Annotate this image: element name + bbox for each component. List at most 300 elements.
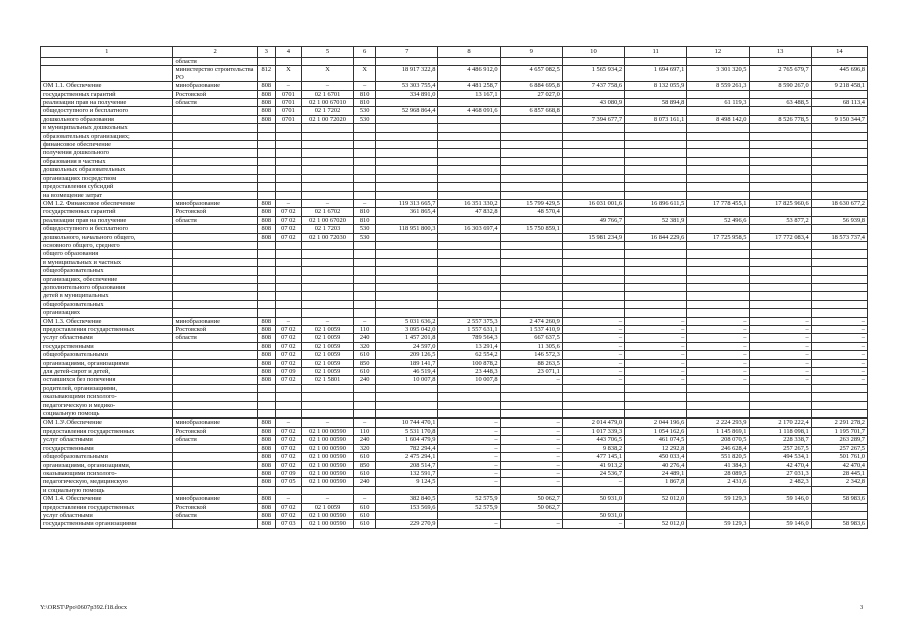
amount-cell	[562, 503, 624, 511]
amount-cell: 52 381,9	[625, 216, 687, 224]
amount-cell: –	[500, 461, 562, 469]
table-row	[41, 486, 868, 494]
code-cell: 07 02	[275, 351, 301, 359]
amount-cell: 59 129,3	[687, 520, 749, 528]
code-cell	[354, 410, 376, 418]
amount-cell: –	[625, 342, 687, 350]
code-cell	[354, 174, 376, 182]
code-cell: 02 1 5801	[301, 376, 353, 384]
amount-cell	[500, 216, 562, 224]
code-cell	[275, 393, 301, 401]
amount-cell: 50 062,7	[500, 503, 562, 511]
amount-cell	[811, 208, 867, 216]
table-row	[41, 478, 868, 486]
code-cell	[257, 300, 275, 308]
amount-cell: 789 564,3	[438, 334, 500, 342]
code-cell	[257, 124, 275, 132]
amount-cell: 61 119,3	[687, 99, 749, 107]
code-cell	[354, 393, 376, 401]
amount-cell	[811, 124, 867, 132]
table-row	[41, 453, 868, 461]
executor-cell	[173, 384, 257, 392]
code-cell: 240	[354, 334, 376, 342]
executor-cell	[173, 376, 257, 384]
code-cell	[257, 132, 275, 140]
amount-cell: –	[625, 359, 687, 367]
code-cell	[301, 157, 353, 165]
code-cell	[257, 275, 275, 283]
amount-cell: 2 224 293,9	[687, 419, 749, 427]
table-row	[41, 300, 868, 308]
executor-cell: минобразование	[173, 82, 257, 90]
amount-cell	[500, 174, 562, 182]
table-row	[41, 359, 868, 367]
code-cell	[301, 401, 353, 409]
amount-cell	[687, 384, 749, 392]
code-cell	[301, 241, 353, 249]
amount-cell: 52 968 864,4	[376, 107, 438, 115]
code-cell	[257, 401, 275, 409]
code-cell: 07 02	[275, 359, 301, 367]
amount-cell: –	[500, 444, 562, 452]
amount-cell	[749, 283, 811, 291]
code-cell: 808	[257, 495, 275, 503]
code-cell	[301, 141, 353, 149]
amount-cell	[376, 191, 438, 199]
code-cell: 07 05	[275, 478, 301, 486]
amount-cell	[625, 58, 687, 66]
amount-cell	[811, 267, 867, 275]
table-row	[41, 107, 868, 115]
code-cell	[275, 401, 301, 409]
description-cell: образовательных организациях;	[41, 132, 173, 140]
code-cell: 02 1 00 00590	[301, 511, 353, 519]
amount-cell	[811, 58, 867, 66]
amount-cell: 17 778 455,1	[687, 199, 749, 207]
amount-cell: 15 799 429,5	[500, 199, 562, 207]
executor-cell: Ростовской	[173, 427, 257, 435]
amount-cell	[625, 157, 687, 165]
description-cell: общедоступного и бесплатного	[41, 107, 173, 115]
table-row	[41, 115, 868, 123]
amount-cell: –	[625, 376, 687, 384]
description-cell: реализации прав на получение	[41, 99, 173, 107]
amount-cell: –	[500, 469, 562, 477]
amount-cell: –	[625, 351, 687, 359]
code-cell: 610	[354, 368, 376, 376]
amount-cell	[376, 183, 438, 191]
amount-cell	[376, 309, 438, 317]
amount-cell: –	[625, 368, 687, 376]
amount-cell	[749, 183, 811, 191]
code-cell	[257, 486, 275, 494]
amount-cell	[438, 267, 500, 275]
amount-cell: –	[687, 334, 749, 342]
code-cell: 808	[257, 99, 275, 107]
code-cell	[257, 250, 275, 258]
code-cell	[354, 292, 376, 300]
amount-cell	[625, 250, 687, 258]
description-cell: детей в муниципальных	[41, 292, 173, 300]
description-cell: общеобразовательными	[41, 453, 173, 461]
amount-cell: –	[811, 368, 867, 376]
code-cell: 02 1 0059	[301, 368, 353, 376]
amount-cell	[562, 309, 624, 317]
executor-cell	[173, 283, 257, 291]
code-cell: –	[354, 419, 376, 427]
amount-cell: 4 468 091,6	[438, 107, 500, 115]
amount-cell: 153 569,6	[376, 503, 438, 511]
amount-cell: –	[687, 317, 749, 325]
code-cell: –	[301, 199, 353, 207]
executor-cell	[173, 401, 257, 409]
executor-cell	[173, 267, 257, 275]
table-row	[41, 141, 868, 149]
code-cell	[257, 309, 275, 317]
amount-cell: 16 303 697,4	[438, 225, 500, 233]
column-header-11: 11	[625, 47, 687, 58]
column-header-9: 9	[500, 47, 562, 58]
column-header-10: 10	[562, 47, 624, 58]
amount-cell: –	[625, 326, 687, 334]
amount-cell	[438, 115, 500, 123]
code-cell: 07 02	[275, 225, 301, 233]
amount-cell: –	[749, 368, 811, 376]
code-cell	[275, 183, 301, 191]
executor-cell	[173, 410, 257, 418]
code-cell: 02 1 7203	[301, 225, 353, 233]
amount-cell	[562, 58, 624, 66]
code-cell: 808	[257, 427, 275, 435]
code-cell	[354, 401, 376, 409]
executor-cell	[173, 124, 257, 132]
executor-cell: области	[173, 436, 257, 444]
amount-cell: –	[500, 376, 562, 384]
amount-cell	[562, 292, 624, 300]
code-cell	[354, 58, 376, 66]
amount-cell	[749, 107, 811, 115]
description-cell: услуг областными	[41, 436, 173, 444]
table-row	[41, 58, 868, 66]
table-row	[41, 241, 868, 249]
amount-cell	[811, 90, 867, 98]
amount-cell	[562, 107, 624, 115]
code-cell: 530	[354, 107, 376, 115]
executor-cell	[173, 250, 257, 258]
amount-cell	[438, 132, 500, 140]
amount-cell	[811, 511, 867, 519]
code-cell: 02 1 00 00590	[301, 436, 353, 444]
description-cell: основного общего, среднего	[41, 241, 173, 249]
description-cell: общеобразовательными	[41, 351, 173, 359]
code-cell	[257, 174, 275, 182]
description-cell: государственными	[41, 444, 173, 452]
amount-cell: 4 481 258,7	[438, 82, 500, 90]
amount-cell: 41 384,3	[687, 461, 749, 469]
code-cell: 530	[354, 225, 376, 233]
code-cell	[257, 410, 275, 418]
amount-cell	[749, 267, 811, 275]
amount-cell: –	[500, 520, 562, 528]
amount-cell	[376, 292, 438, 300]
code-cell: 0701	[275, 90, 301, 98]
code-cell	[275, 486, 301, 494]
description-cell: в муниципальных дошкольных	[41, 124, 173, 132]
amount-cell	[500, 141, 562, 149]
table-row	[41, 191, 868, 199]
amount-cell: 52 575,9	[438, 495, 500, 503]
amount-cell	[687, 511, 749, 519]
amount-cell	[749, 511, 811, 519]
amount-cell	[625, 191, 687, 199]
description-cell: услуг областными	[41, 511, 173, 519]
code-cell: 808	[257, 436, 275, 444]
description-cell: организациях посредством	[41, 174, 173, 182]
amount-cell: 1 457 201,8	[376, 334, 438, 342]
amount-cell	[749, 166, 811, 174]
amount-cell	[500, 166, 562, 174]
amount-cell	[500, 292, 562, 300]
description-cell: государственных гарантий	[41, 208, 173, 216]
code-cell: 07 09	[275, 368, 301, 376]
description-cell: государственными организациями	[41, 520, 173, 528]
amount-cell: 132 591,7	[376, 469, 438, 477]
table-row	[41, 419, 868, 427]
amount-cell: –	[811, 376, 867, 384]
amount-cell	[687, 107, 749, 115]
amount-cell	[438, 401, 500, 409]
executor-cell	[173, 157, 257, 165]
amount-cell	[625, 511, 687, 519]
amount-cell: 3 095 042,0	[376, 326, 438, 334]
description-cell: общеобразовательных	[41, 300, 173, 308]
amount-cell	[500, 511, 562, 519]
amount-cell: 15 981 234,9	[562, 233, 624, 241]
amount-cell	[438, 486, 500, 494]
code-cell	[301, 174, 353, 182]
amount-cell: 1 565 934,2	[562, 66, 624, 82]
table-row	[41, 99, 868, 107]
amount-cell	[749, 124, 811, 132]
amount-cell	[500, 384, 562, 392]
executor-cell: минобразование	[173, 199, 257, 207]
amount-cell	[376, 410, 438, 418]
description-cell: дошкольных образовательных	[41, 166, 173, 174]
description-cell: ОМ 1.3¹.Обеспечение	[41, 419, 173, 427]
table-row	[41, 334, 868, 342]
amount-cell: 24 489,1	[625, 469, 687, 477]
amount-cell	[811, 174, 867, 182]
code-cell	[275, 250, 301, 258]
amount-cell: 118 951 800,3	[376, 225, 438, 233]
code-cell: 808	[257, 368, 275, 376]
code-cell: 808	[257, 461, 275, 469]
amount-cell	[687, 90, 749, 98]
code-cell	[354, 309, 376, 317]
amount-cell	[625, 309, 687, 317]
amount-cell	[811, 141, 867, 149]
executor-cell	[173, 300, 257, 308]
amount-cell: 50 931,0	[562, 495, 624, 503]
code-cell: 240	[354, 478, 376, 486]
amount-cell	[687, 149, 749, 157]
amount-cell: 1 557 631,1	[438, 326, 500, 334]
description-cell: дополнительного образования	[41, 283, 173, 291]
code-cell	[275, 157, 301, 165]
code-cell: 320	[354, 444, 376, 452]
amount-cell: 10 007,8	[376, 376, 438, 384]
amount-cell	[500, 393, 562, 401]
amount-cell: 189 141,7	[376, 359, 438, 367]
amount-cell: –	[438, 478, 500, 486]
code-cell	[354, 132, 376, 140]
description-cell: реализации прав на получение	[41, 216, 173, 224]
amount-cell: 2 557 375,3	[438, 317, 500, 325]
code-cell	[257, 183, 275, 191]
amount-cell	[625, 166, 687, 174]
amount-cell	[625, 300, 687, 308]
amount-cell: 24 597,0	[376, 342, 438, 350]
amount-cell: 13 167,1	[438, 90, 500, 98]
amount-cell	[562, 300, 624, 308]
column-header-4: 4	[275, 47, 301, 58]
amount-cell	[438, 174, 500, 182]
code-cell: 02 1 0059	[301, 359, 353, 367]
description-cell: предоставления государственных	[41, 503, 173, 511]
amount-cell	[811, 157, 867, 165]
amount-cell	[687, 208, 749, 216]
code-cell: X	[301, 66, 353, 82]
amount-cell: 59 146,0	[749, 495, 811, 503]
code-cell	[257, 267, 275, 275]
amount-cell	[687, 275, 749, 283]
code-cell	[354, 166, 376, 174]
amount-cell: –	[811, 326, 867, 334]
amount-cell: 2 431,6	[687, 478, 749, 486]
description-cell: общедоступного и бесплатного	[41, 225, 173, 233]
amount-cell	[625, 241, 687, 249]
code-cell: 808	[257, 326, 275, 334]
code-cell: 02 1 00 67010	[301, 99, 353, 107]
amount-cell	[687, 300, 749, 308]
code-cell: 808	[257, 107, 275, 115]
table-row	[41, 384, 868, 392]
amount-cell: 257 267,5	[749, 444, 811, 452]
description-cell: и социальную помощь	[41, 486, 173, 494]
amount-cell	[376, 149, 438, 157]
description-cell: услуг областными	[41, 334, 173, 342]
amount-cell	[687, 124, 749, 132]
amount-cell	[811, 393, 867, 401]
code-cell: 808	[257, 334, 275, 342]
code-cell: 808	[257, 82, 275, 90]
amount-cell	[376, 300, 438, 308]
amount-cell	[749, 174, 811, 182]
column-header-14: 14	[811, 47, 867, 58]
amount-cell	[500, 149, 562, 157]
amount-cell	[625, 141, 687, 149]
amount-cell	[687, 58, 749, 66]
code-cell: –	[301, 419, 353, 427]
amount-cell: –	[749, 359, 811, 367]
amount-cell: 58 894,8	[625, 99, 687, 107]
amount-cell	[438, 241, 500, 249]
description-cell: получения дошкольного	[41, 149, 173, 157]
executor-cell	[173, 444, 257, 452]
executor-cell: области	[173, 334, 257, 342]
table-header-row	[41, 47, 868, 58]
description-cell: оказывающими психолого-	[41, 393, 173, 401]
amount-cell	[562, 208, 624, 216]
code-cell	[257, 157, 275, 165]
code-cell: 07 02	[275, 503, 301, 511]
code-cell	[354, 149, 376, 157]
code-cell: 110	[354, 427, 376, 435]
code-cell	[275, 292, 301, 300]
amount-cell: 7 394 677,7	[562, 115, 624, 123]
amount-cell: 119 313 665,7	[376, 199, 438, 207]
amount-cell: 443 706,5	[562, 436, 624, 444]
amount-cell	[811, 292, 867, 300]
amount-cell	[562, 174, 624, 182]
code-cell: 808	[257, 351, 275, 359]
amount-cell	[376, 58, 438, 66]
amount-cell	[749, 225, 811, 233]
amount-cell	[438, 191, 500, 199]
code-cell: 02 1 00 72020	[301, 115, 353, 123]
amount-cell: 1 195 701,7	[811, 427, 867, 435]
code-cell: 02 1 00 00590	[301, 427, 353, 435]
amount-cell	[376, 393, 438, 401]
description-cell: ОМ 1.3. Обеспечение	[41, 317, 173, 325]
amount-cell	[562, 283, 624, 291]
code-cell: –	[275, 199, 301, 207]
code-cell	[301, 166, 353, 174]
amount-cell	[438, 124, 500, 132]
amount-cell	[687, 191, 749, 199]
code-cell	[275, 384, 301, 392]
description-cell: предоставления субсидий	[41, 183, 173, 191]
amount-cell: –	[562, 478, 624, 486]
amount-cell	[625, 292, 687, 300]
amount-cell	[376, 384, 438, 392]
amount-cell	[376, 275, 438, 283]
code-cell: 808	[257, 317, 275, 325]
code-cell: 02 1 00 00590	[301, 444, 353, 452]
amount-cell: 58 983,6	[811, 520, 867, 528]
code-cell	[301, 283, 353, 291]
code-cell	[354, 258, 376, 266]
amount-cell	[562, 384, 624, 392]
amount-cell	[562, 132, 624, 140]
amount-cell	[562, 250, 624, 258]
code-cell	[301, 292, 353, 300]
amount-cell	[811, 410, 867, 418]
description-cell: на возмещение затрат	[41, 191, 173, 199]
column-header-13: 13	[749, 47, 811, 58]
table-row	[41, 233, 868, 241]
amount-cell	[562, 157, 624, 165]
table-row	[41, 267, 868, 275]
executor-cell	[173, 309, 257, 317]
description-cell: дошкольного образования	[41, 115, 173, 123]
table-row	[41, 342, 868, 350]
executor-cell	[173, 141, 257, 149]
code-cell: 02 1 0059	[301, 342, 353, 350]
amount-cell	[625, 267, 687, 275]
amount-cell: 28 445,1	[811, 469, 867, 477]
description-cell: оставшихся без попечения	[41, 376, 173, 384]
